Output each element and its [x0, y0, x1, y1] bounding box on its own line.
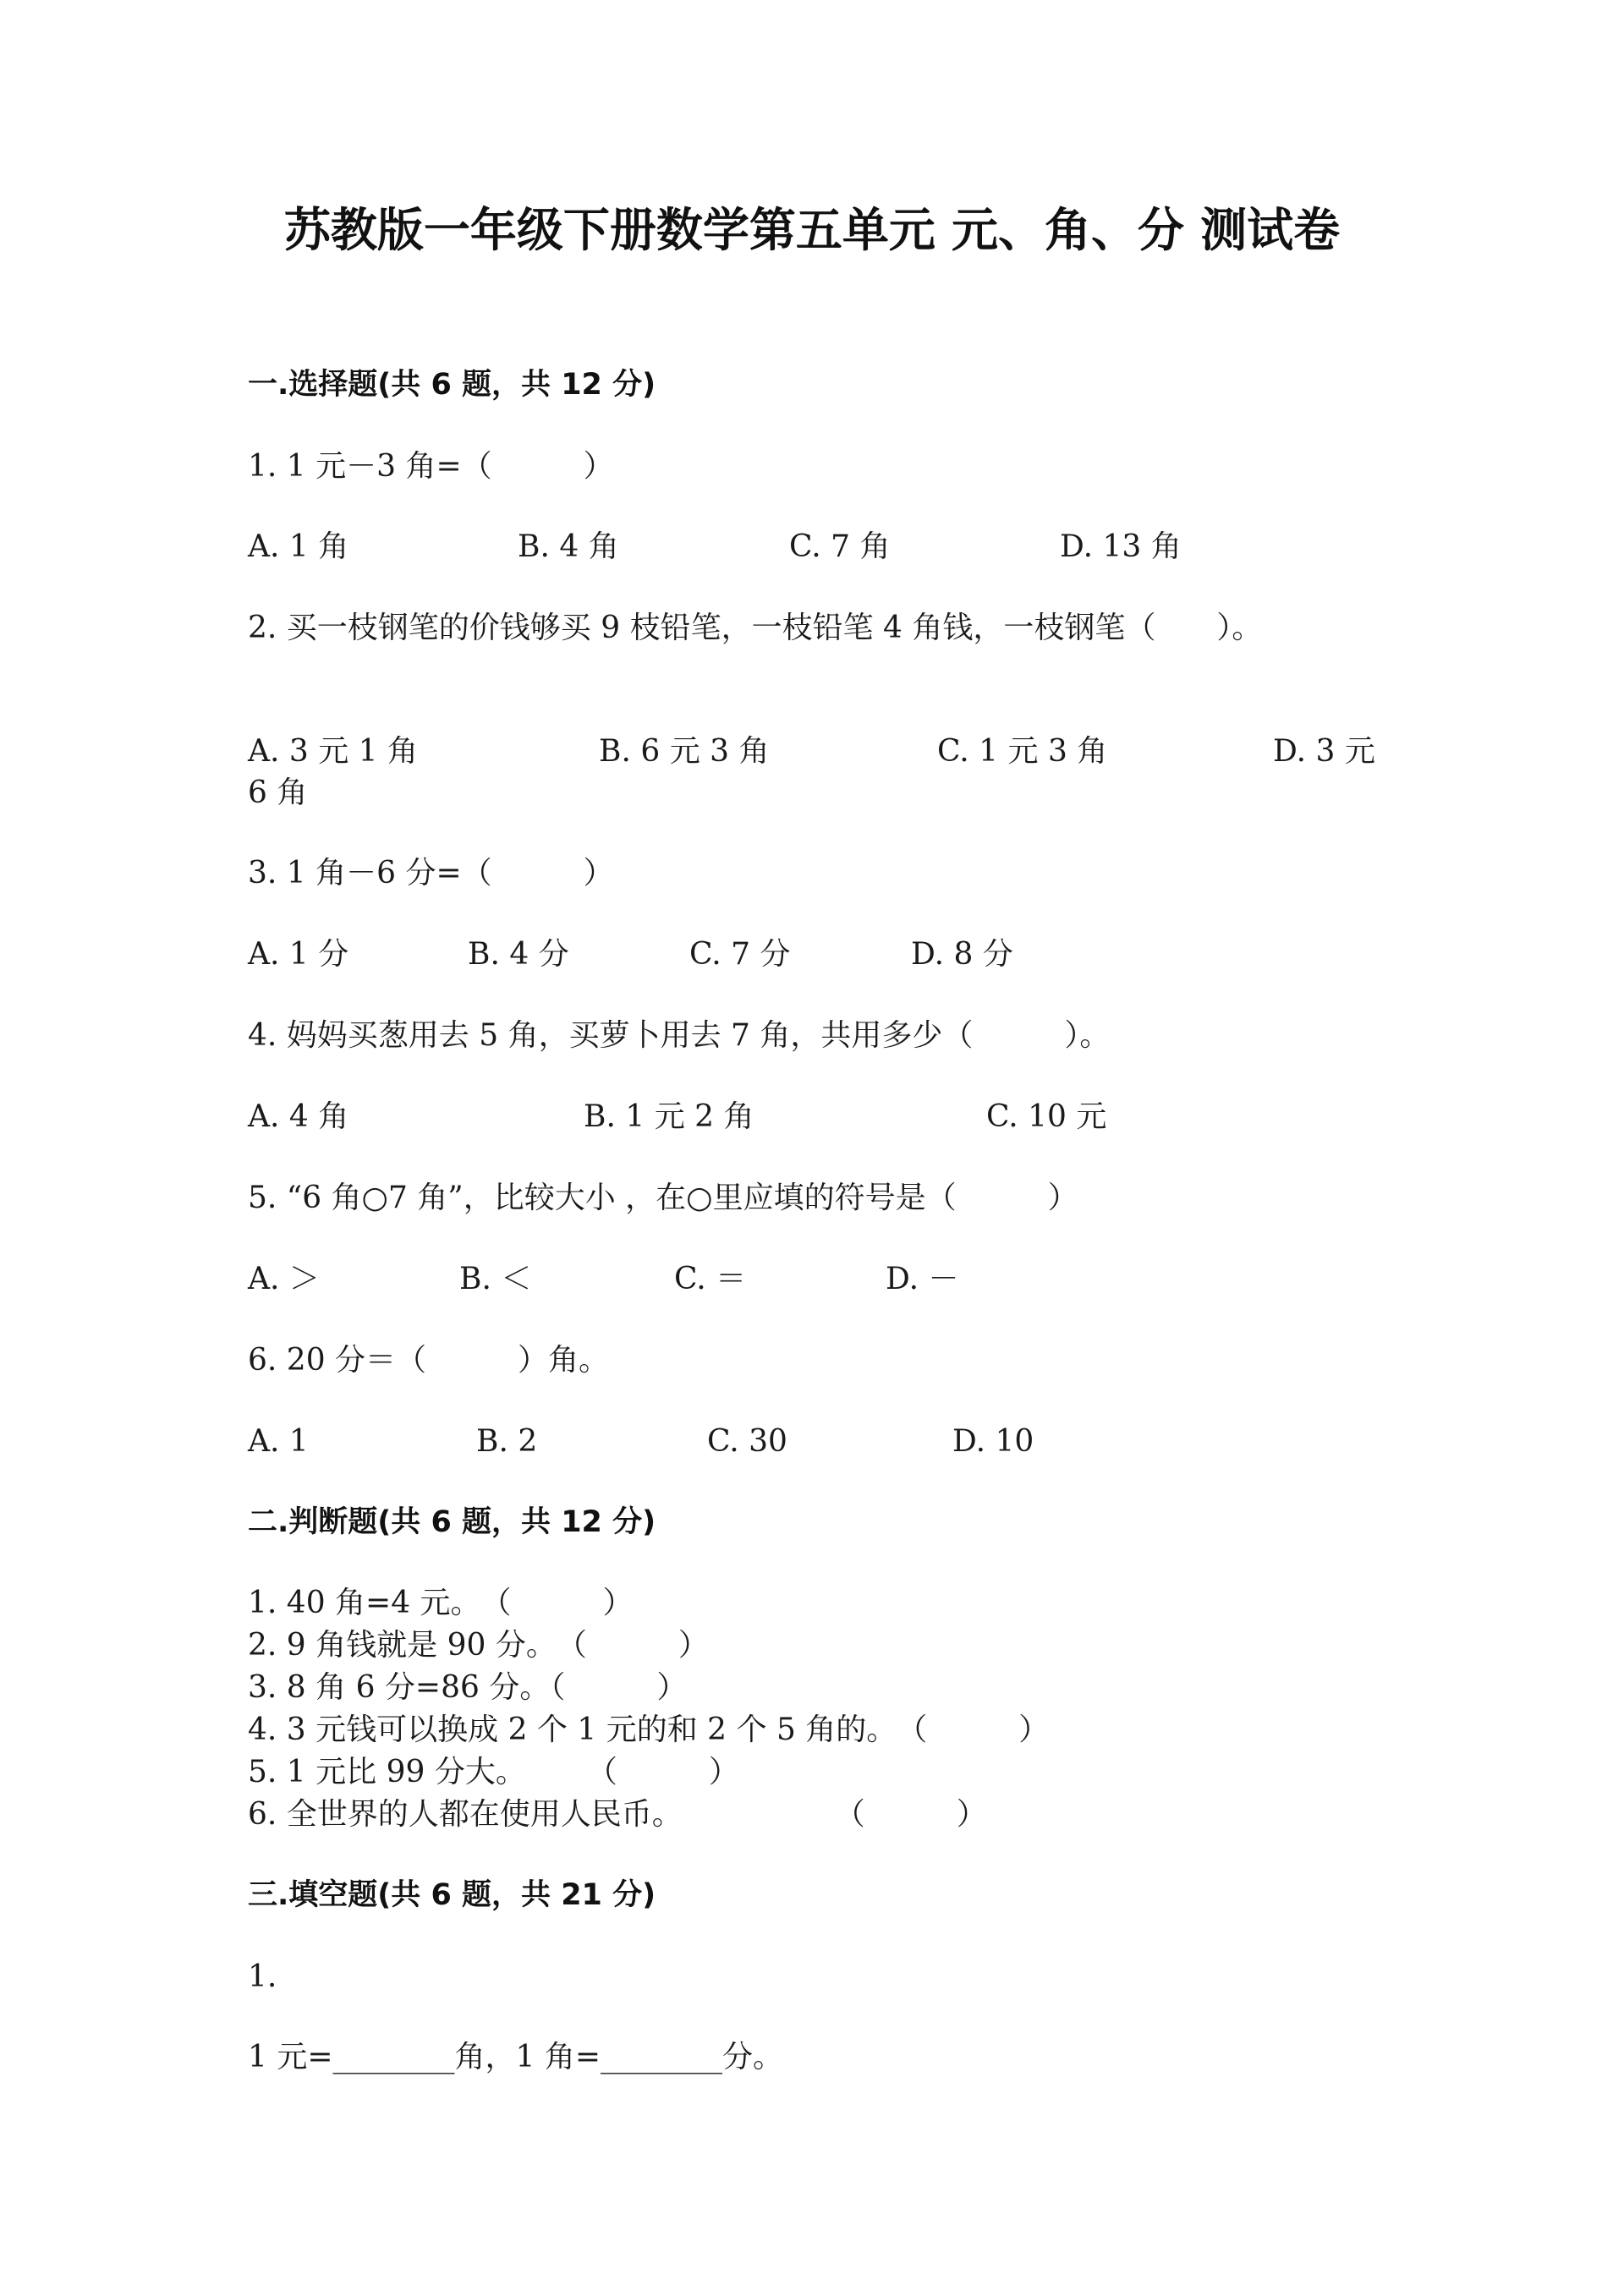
option-b: B. 6 元 3 角 — [599, 734, 770, 769]
option-a: A. ＞ — [248, 1262, 320, 1296]
judgement-item: 2. 9 角钱就是 90 分。 （ ） — [248, 1628, 709, 1663]
question-stem: 2. 买一枝钢笔的价钱够买 9 枝铅笔，一枝铅笔 4 角钱，一枝钢笔（ ）。 — [248, 611, 1263, 645]
judgement-item: 5. 1 元比 99 分大。 （ ） — [248, 1755, 739, 1789]
option-c: C. 7 分 — [689, 937, 791, 972]
option-c: C. 7 角 — [789, 529, 891, 564]
question-stem: 6. 20 分＝（ ）角。 — [248, 1343, 610, 1378]
option-d: D. 3 元 — [1273, 734, 1375, 769]
judgement-item: 1. 40 角=4 元。 （ ） — [248, 1586, 634, 1620]
option-b: B. 1 元 2 角 — [584, 1099, 754, 1134]
option-d: D. 10 — [952, 1424, 1034, 1459]
option-c: C. 1 元 3 角 — [937, 734, 1108, 769]
option-c: C. ＝ — [674, 1262, 747, 1296]
fill-blank-item: 1 元=________角，1 角=________分。 — [248, 2040, 784, 2074]
option-d: D. 8 分 — [911, 937, 1013, 972]
option-a: A. 1 分 — [248, 937, 349, 972]
option-b: B. 4 分 — [468, 937, 569, 972]
option-b: B. ＜ — [459, 1262, 532, 1296]
option-a: A. 4 角 — [248, 1099, 349, 1134]
option-d: D. － — [886, 1262, 959, 1296]
section-heading-fill-blank: 三.填空题(共 6 题，共 21 分) — [248, 1878, 656, 1912]
option-a: A. 1 — [248, 1424, 309, 1459]
judgement-item: 3. 8 角 6 分=86 分。（ ） — [248, 1670, 688, 1705]
option-a: A. 1 角 — [248, 529, 349, 564]
option-b: B. 2 — [476, 1424, 538, 1459]
section-heading-choice: 一.选择题(共 6 题，共 12 分) — [248, 368, 656, 402]
fill-blank-number: 1. — [248, 1959, 277, 1994]
question-stem: 3. 1 角－6 分=（ ） — [248, 856, 614, 890]
question-stem: 4. 妈妈买葱用去 5 角，买萝卜用去 7 角，共用多少（ ）。 — [248, 1018, 1111, 1053]
option-d: D. 13 角 — [1060, 529, 1182, 564]
page-title: 苏教版一年级下册数学第五单元 元、角、分 测试卷 — [283, 203, 1341, 257]
question-stem: 5. “6 角○7 角”，比较大小 ，在○里应填的符号是（ ） — [248, 1181, 1078, 1215]
option-a: A. 3 元 1 角 — [248, 734, 419, 769]
judgement-item: 4. 3 元钱可以换成 2 个 1 元的和 2 个 5 角的。 （ ） — [248, 1712, 1050, 1747]
option-c: C. 30 — [707, 1424, 787, 1459]
option-b: B. 4 角 — [518, 529, 619, 564]
judgement-item: 6. 全世界的人都在使用人民币。 （ ） — [248, 1797, 987, 1832]
question-stem: 1. 1 元－3 角=（ ） — [248, 449, 614, 484]
section-heading-judgement: 二.判断题(共 6 题，共 12 分) — [248, 1505, 656, 1539]
option-c: C. 10 元 — [986, 1099, 1107, 1134]
option-d-continued: 6 角 — [248, 775, 308, 810]
